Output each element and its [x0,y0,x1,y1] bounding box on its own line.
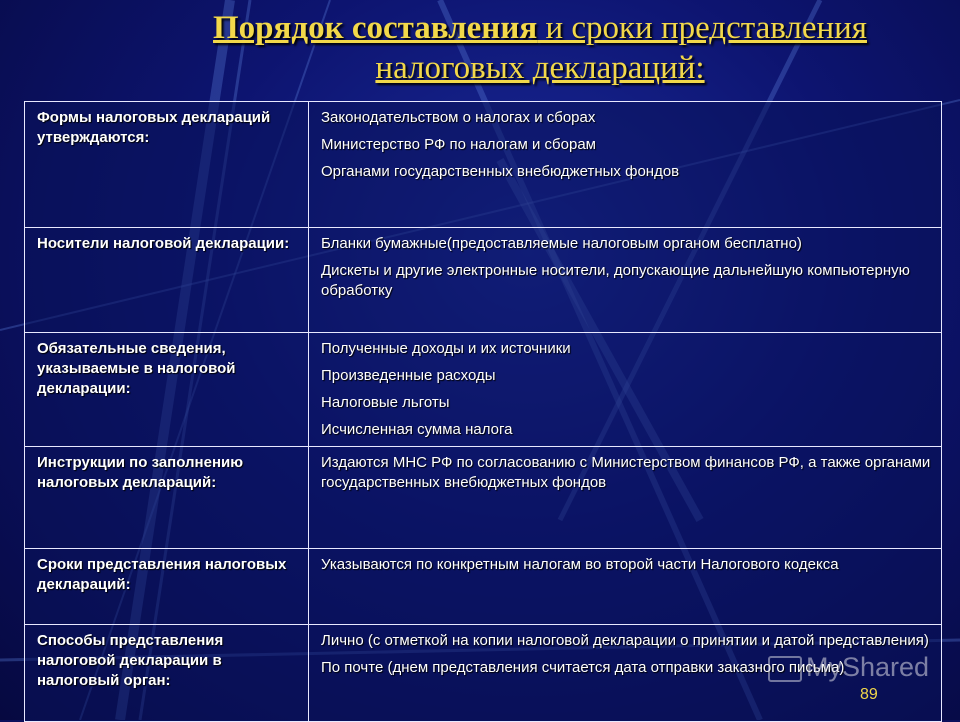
row-values [309,447,942,549]
value-item: Бланки бумажные(предоставляемые налоговым органом бесплатно) [321,235,802,252]
value-item: По почте (днем представления считается дата отправки заказного письма) [321,659,845,676]
watermark [768,652,929,683]
row-header: Формы налоговых деклараций утверждаются: [25,102,309,228]
table-row [25,447,942,549]
value-item: Дискеты и другие электронные носители, допускающие дальнейшую компьютерную обработку [321,262,910,299]
row-values [309,333,942,447]
title-part-bold: Порядок составления [213,10,538,46]
table-row [25,102,942,228]
presentation-icon [768,656,802,682]
value-item: Полученные доходы и их источники [321,340,571,357]
slide-title [100,8,960,88]
value-item: Исчисленная сумма налога [321,421,513,438]
row-header: Способы представления налоговой декларации в налоговый орган: [25,625,309,722]
value-item: Министерство РФ по налогам и сборам [321,136,596,153]
table-row [25,549,942,625]
row-values [309,228,942,333]
row-header: Носители налоговой декларации: [25,228,309,333]
table-row [25,333,942,447]
value-item: Издаются МНС РФ по согласованию с Министерством финансов РФ, а также органами государственных внебюджетных фондов [321,454,931,491]
row-header: Инструкции по заполнению налоговых деклараций: [25,447,309,549]
row-values [309,102,942,228]
watermark-text: MyShared [806,652,930,682]
title-part-regular: и сроки представления [537,10,867,46]
row-header: Обязательные сведения, указываемые в налоговой декларации: [25,333,309,447]
value-item: Органами государственных внебюджетных фондов [321,163,680,180]
value-item: Указываются по конкретным налогам во второй части Налогового кодекса [321,556,839,573]
declarations-table [24,101,942,722]
title-line-2: налоговых деклараций: [375,50,705,86]
table-row [25,228,942,333]
row-header: Сроки представления налоговых деклараций: [25,549,309,625]
page-number: 89 [860,686,878,703]
value-item: Налоговые льготы [321,394,450,411]
value-item: Законодательством о налогах и сборах [321,109,596,126]
value-item: Произведенные расходы [321,367,496,384]
row-values [309,549,942,625]
value-item: Лично (с отметкой на копии налоговой декларации о принятии и датой представления) [321,632,929,649]
